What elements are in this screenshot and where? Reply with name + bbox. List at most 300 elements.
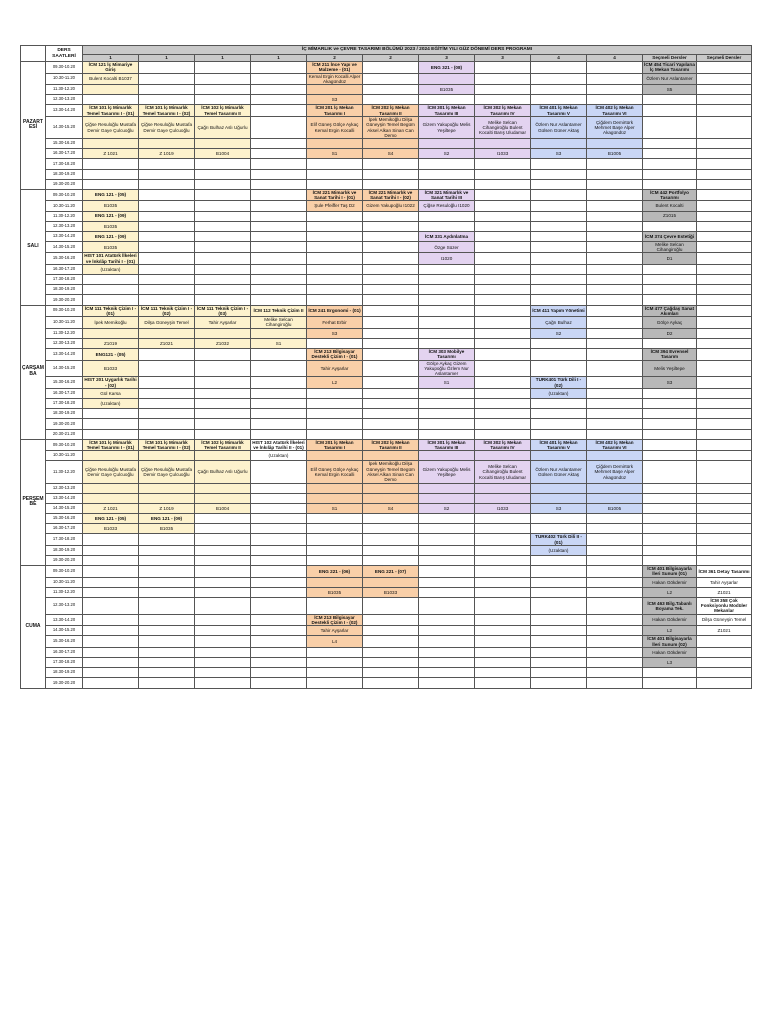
schedule-cell: İCM 374 Çevre Estetiği bbox=[643, 231, 697, 241]
schedule-cell bbox=[697, 648, 752, 658]
schedule-cell bbox=[587, 648, 643, 658]
schedule-cell bbox=[531, 626, 587, 636]
schedule-cell: İCM 358 Çok Fonksiyonlu Modüler Mekanlar bbox=[697, 597, 752, 614]
schedule-cell bbox=[643, 409, 697, 419]
time-row bbox=[21, 221, 752, 231]
schedule-cell bbox=[587, 597, 643, 614]
schedule-cell bbox=[531, 169, 587, 179]
schedule-cell bbox=[363, 626, 419, 636]
schedule-cell: (Uzaktan) bbox=[251, 451, 307, 461]
schedule-cell bbox=[195, 159, 251, 169]
schedule-cell: (Uzaktan) bbox=[531, 545, 587, 555]
time-slot: 11.30-12.20 bbox=[46, 461, 83, 483]
schedule-cell bbox=[251, 555, 307, 565]
schedule-cell: B1035 bbox=[139, 524, 195, 534]
schedule-cell: Hakan Gökdemir bbox=[643, 614, 697, 626]
schedule-cell: ENG 121 - (09) bbox=[83, 211, 139, 221]
schedule-cell: Z1015 bbox=[643, 211, 697, 221]
schedule-cell bbox=[363, 328, 419, 338]
schedule-cell bbox=[251, 73, 307, 85]
schedule-cell bbox=[531, 159, 587, 169]
schedule-cell bbox=[419, 409, 475, 419]
schedule-cell bbox=[643, 116, 697, 138]
schedule-cell: Z1021 bbox=[697, 587, 752, 597]
schedule-cell: Z1032 bbox=[195, 338, 251, 348]
schedule-cell bbox=[587, 295, 643, 305]
schedule-cell: I1020 bbox=[419, 253, 475, 265]
schedule-cell bbox=[697, 116, 752, 138]
time-slot: 10.30-11.20 bbox=[46, 451, 83, 461]
schedule-cell bbox=[363, 409, 419, 419]
day-label: SALI bbox=[21, 189, 46, 305]
schedule-cell bbox=[139, 597, 195, 614]
schedule-cell bbox=[419, 265, 475, 275]
schedule-cell bbox=[139, 73, 195, 85]
schedule-cell: Z1019 bbox=[83, 338, 139, 348]
schedule-cell: İCM 303 Mobilye Tasarımı bbox=[419, 349, 475, 361]
time-slot: 11.30-12.20 bbox=[46, 587, 83, 597]
time-slot: 13.30-14.20 bbox=[46, 349, 83, 361]
schedule-cell bbox=[475, 62, 531, 74]
schedule-cell bbox=[587, 159, 643, 169]
schedule-cell: Gizem Yakupoğlu Melis Yeşiltepe bbox=[419, 461, 475, 483]
schedule-cell bbox=[697, 265, 752, 275]
schedule-cell bbox=[195, 285, 251, 295]
schedule-cell: İCM 302 İç Mekan Tasarımı IV bbox=[475, 439, 531, 451]
time-slot: 17.30-18.20 bbox=[46, 658, 83, 668]
schedule-cell bbox=[139, 179, 195, 189]
schedule-cell bbox=[587, 211, 643, 221]
time-row bbox=[21, 95, 752, 105]
schedule-cell: L2 bbox=[643, 587, 697, 597]
time-row bbox=[21, 116, 752, 138]
schedule-cell: L3 bbox=[643, 658, 697, 668]
schedule-cell: S3 bbox=[307, 95, 363, 105]
time-row bbox=[21, 545, 752, 555]
schedule-cell bbox=[195, 658, 251, 668]
time-slot: 15.30-16.20 bbox=[46, 253, 83, 265]
time-row bbox=[21, 253, 752, 265]
schedule-cell bbox=[697, 221, 752, 231]
schedule-cell bbox=[587, 388, 643, 398]
schedule-cell bbox=[531, 399, 587, 409]
schedule-cell: S4 bbox=[363, 503, 419, 513]
schedule-cell bbox=[643, 419, 697, 429]
schedule-cell bbox=[475, 409, 531, 419]
time-row bbox=[21, 169, 752, 179]
schedule-cell bbox=[307, 388, 363, 398]
schedule-cell: Özge Süzer bbox=[419, 241, 475, 253]
schedule-cell: Z 1019 bbox=[139, 149, 195, 159]
schedule-cell bbox=[643, 493, 697, 503]
time-row bbox=[21, 189, 752, 201]
schedule-cell bbox=[419, 305, 475, 317]
schedule-cell bbox=[195, 211, 251, 221]
time-row bbox=[21, 179, 752, 189]
schedule-cell bbox=[475, 597, 531, 614]
schedule-cell: B1005 bbox=[587, 503, 643, 513]
time-slot: 15.30-16.20 bbox=[46, 636, 83, 648]
schedule-cell: ENG 121 - (09) bbox=[139, 513, 195, 523]
schedule-cell bbox=[587, 534, 643, 546]
schedule-cell bbox=[307, 85, 363, 95]
time-slot: 18.30-19.20 bbox=[46, 668, 83, 678]
schedule-cell: L2 bbox=[643, 626, 697, 636]
schedule-cell bbox=[419, 429, 475, 439]
schedule-cell bbox=[419, 295, 475, 305]
schedule-cell bbox=[475, 73, 531, 85]
schedule-cell: Çiğdem Demirtürk Mehmet Başe Alper Akagündüz bbox=[587, 461, 643, 483]
schedule-cell: İCM 213 Bilgisayar Destekli Çizim I - (01) bbox=[307, 349, 363, 361]
time-slot: 16.30-17.20 bbox=[46, 388, 83, 398]
schedule-cell bbox=[251, 419, 307, 429]
schedule-cell bbox=[139, 159, 195, 169]
schedule-cell: İCM 202 İç Mekan Tasarımı II bbox=[363, 105, 419, 117]
schedule-cell bbox=[419, 626, 475, 636]
schedule-cell bbox=[251, 221, 307, 231]
schedule-cell: S1 bbox=[307, 503, 363, 513]
schedule-cell bbox=[697, 360, 752, 377]
schedule-cell bbox=[475, 338, 531, 348]
schedule-cell bbox=[587, 317, 643, 329]
schedule-cell bbox=[475, 231, 531, 241]
schedule-cell bbox=[195, 388, 251, 398]
schedule-cell: ENG 121 - (05) bbox=[83, 189, 139, 201]
schedule-cell bbox=[363, 388, 419, 398]
schedule-cell bbox=[251, 159, 307, 169]
schedule-cell bbox=[195, 139, 251, 149]
schedule-cell bbox=[475, 524, 531, 534]
schedule-cell bbox=[587, 62, 643, 74]
time-slot: 10.30-11.20 bbox=[46, 317, 83, 329]
schedule-cell bbox=[587, 545, 643, 555]
schedule-cell bbox=[251, 62, 307, 74]
schedule-cell bbox=[419, 275, 475, 285]
schedule-cell bbox=[363, 265, 419, 275]
year-column-header: 2 bbox=[363, 55, 419, 62]
schedule-cell bbox=[251, 409, 307, 419]
schedule-cell bbox=[419, 545, 475, 555]
schedule-cell: Z 1019 bbox=[139, 503, 195, 513]
schedule-cell bbox=[251, 241, 307, 253]
time-slot: 09.30-10.20 bbox=[46, 439, 83, 451]
schedule-cell: B1004 bbox=[195, 503, 251, 513]
schedule-cell bbox=[697, 241, 752, 253]
schedule-cell: Çiğse Resuloğlu Mustafa Demir Gaye Çulcuoğlu bbox=[83, 461, 139, 483]
schedule-cell: B1033 bbox=[363, 587, 419, 597]
schedule-cell bbox=[139, 211, 195, 221]
day-label: PAZARTESİ bbox=[21, 62, 46, 190]
schedule-cell bbox=[363, 159, 419, 169]
schedule-cell bbox=[531, 253, 587, 265]
schedule-cell bbox=[587, 626, 643, 636]
schedule-cell bbox=[195, 626, 251, 636]
schedule-cell: Z 1021 bbox=[83, 149, 139, 159]
schedule-cell bbox=[363, 614, 419, 626]
schedule-cell bbox=[139, 253, 195, 265]
schedule-cell bbox=[307, 668, 363, 678]
schedule-cell bbox=[139, 614, 195, 626]
schedule-cell bbox=[587, 524, 643, 534]
schedule-cell: ENG 221 - (06) bbox=[307, 566, 363, 578]
schedule-cell bbox=[643, 439, 697, 451]
time-slot: 09.30-10.20 bbox=[46, 62, 83, 74]
schedule-cell bbox=[697, 399, 752, 409]
schedule-cell bbox=[475, 668, 531, 678]
time-slot: 18.30-19.20 bbox=[46, 285, 83, 295]
time-slot: 11.30-12.20 bbox=[46, 85, 83, 95]
time-slot: 09.30-10.20 bbox=[46, 566, 83, 578]
schedule-cell bbox=[363, 451, 419, 461]
schedule-cell bbox=[139, 295, 195, 305]
schedule-cell bbox=[139, 360, 195, 377]
schedule-cell bbox=[251, 493, 307, 503]
time-row bbox=[21, 399, 752, 409]
time-slot: 20.30-21.20 bbox=[46, 429, 83, 439]
time-slot: 13.30-14.20 bbox=[46, 231, 83, 241]
time-row bbox=[21, 513, 752, 523]
schedule-cell bbox=[139, 409, 195, 419]
schedule-cell: İCM 112 Teknik Çizim II bbox=[251, 305, 307, 317]
year-column-header: 1 bbox=[139, 55, 195, 62]
time-row bbox=[21, 241, 752, 253]
schedule-cell: Özlem Nur Aslantamer bbox=[643, 73, 697, 85]
schedule-cell bbox=[475, 626, 531, 636]
schedule-cell: B1035 bbox=[83, 241, 139, 253]
schedule-cell bbox=[475, 360, 531, 377]
schedule-cell bbox=[83, 419, 139, 429]
schedule-cell: ENG 121 - (05) bbox=[83, 513, 139, 523]
time-row bbox=[21, 360, 752, 377]
schedule-cell bbox=[195, 668, 251, 678]
schedule-cell bbox=[697, 275, 752, 285]
schedule-cell bbox=[419, 419, 475, 429]
schedule-cell bbox=[531, 211, 587, 221]
schedule-cell: S1 bbox=[251, 338, 307, 348]
schedule-cell bbox=[531, 265, 587, 275]
time-row bbox=[21, 285, 752, 295]
time-slot: 13.30-14.20 bbox=[46, 105, 83, 117]
year-column-header: 1 bbox=[195, 55, 251, 62]
schedule-cell bbox=[475, 429, 531, 439]
time-slot: 10.30-11.20 bbox=[46, 577, 83, 587]
schedule-cell: B1035 bbox=[307, 587, 363, 597]
schedule-cell bbox=[307, 231, 363, 241]
schedule-cell bbox=[251, 265, 307, 275]
schedule-cell bbox=[139, 231, 195, 241]
schedule-cell bbox=[475, 566, 531, 578]
schedule-cell bbox=[195, 678, 251, 688]
schedule-cell bbox=[697, 503, 752, 513]
time-row bbox=[21, 149, 752, 159]
ders-saatleri-header: DERS SAATLERİ bbox=[46, 46, 83, 62]
schedule-cell bbox=[251, 211, 307, 221]
year-column-header: 3 bbox=[475, 55, 531, 62]
schedule-cell bbox=[419, 555, 475, 565]
schedule-cell bbox=[83, 139, 139, 149]
schedule-cell bbox=[587, 253, 643, 265]
schedule-cell: İCM 454 Ticari Yapılarıa İç Mekan Tasarımı bbox=[644, 62, 695, 73]
schedule-cell: Dilşa Güneyşin Temel bbox=[139, 317, 195, 329]
schedule-cell bbox=[643, 388, 697, 398]
schedule-cell bbox=[307, 169, 363, 179]
schedule-cell bbox=[697, 678, 752, 688]
schedule-cell: Hakan Gökdemir bbox=[643, 577, 697, 587]
schedule-cell bbox=[531, 62, 587, 74]
schedule-cell: İCM 401 Bilgisayarla İleri Sunum (01) bbox=[643, 566, 697, 578]
time-slot: 16.30-17.20 bbox=[46, 265, 83, 275]
schedule-cell bbox=[251, 105, 307, 117]
schedule-cell bbox=[139, 275, 195, 285]
schedule-cell bbox=[587, 179, 643, 189]
schedule-cell bbox=[531, 597, 587, 614]
schedule-cell bbox=[251, 231, 307, 241]
schedule-cell: Z 1021 bbox=[83, 503, 139, 513]
schedule-cell bbox=[643, 678, 697, 688]
schedule-cell: Bulent Kocalti B1037 bbox=[83, 73, 139, 85]
schedule-cell bbox=[531, 513, 587, 523]
schedule-cell bbox=[531, 429, 587, 439]
schedule-cell: Çiğse Resuloğlu I1020 bbox=[419, 201, 475, 211]
time-row bbox=[21, 577, 752, 587]
schedule-cell: I1033 bbox=[475, 149, 531, 159]
schedule-cell bbox=[195, 265, 251, 275]
schedule-cell: İCM 361 Detay Tasarımı bbox=[697, 566, 752, 578]
schedule-cell bbox=[531, 349, 587, 361]
schedule-cell bbox=[419, 614, 475, 626]
schedule-cell bbox=[363, 483, 419, 493]
time-row bbox=[21, 388, 752, 398]
schedule-cell bbox=[697, 439, 752, 451]
time-slot: 13.30-14.20 bbox=[46, 614, 83, 626]
schedule-cell bbox=[531, 95, 587, 105]
schedule-cell: L2 bbox=[307, 377, 363, 389]
schedule-cell bbox=[307, 179, 363, 189]
schedule-cell bbox=[139, 429, 195, 439]
schedule-cell: Çiğse Resuloğlu Mustafa Demir Gaye Çulcuoğlu bbox=[83, 116, 139, 138]
year-column-header: 1 bbox=[251, 55, 307, 62]
time-slot: 14.30-15.20 bbox=[46, 116, 83, 138]
schedule-cell bbox=[419, 328, 475, 338]
schedule-cell bbox=[195, 483, 251, 493]
schedule-cell bbox=[531, 73, 587, 85]
time-slot: 12.30-13.20 bbox=[46, 95, 83, 105]
schedule-cell bbox=[531, 614, 587, 626]
schedule-cell bbox=[195, 231, 251, 241]
schedule-cell: Tahir Ayşarlar bbox=[307, 626, 363, 636]
schedule-cell: İCM 321 Mimarlık ve Sanat Tarihi III bbox=[419, 189, 475, 201]
schedule-cell bbox=[139, 678, 195, 688]
schedule-cell bbox=[363, 295, 419, 305]
schedule-cell bbox=[363, 545, 419, 555]
time-slot: 12.30-13.20 bbox=[46, 483, 83, 493]
schedule-cell bbox=[643, 295, 697, 305]
schedule-cell bbox=[697, 545, 752, 555]
schedule-cell bbox=[475, 534, 531, 546]
schedule-cell bbox=[531, 493, 587, 503]
schedule-cell: ENG 221 - (07) bbox=[363, 566, 419, 578]
schedule-cell: Elif Güneş Gölçe Aykaç Kemal Ergin Kocalli bbox=[307, 116, 363, 138]
schedule-cell: İCM 394 Evrensel Tasarım bbox=[643, 349, 697, 361]
schedule-cell bbox=[643, 429, 697, 439]
schedule-cell: Ferhat Erbir bbox=[307, 317, 363, 329]
schedule-cell bbox=[531, 451, 587, 461]
schedule-cell bbox=[697, 419, 752, 429]
schedule-cell bbox=[587, 241, 643, 253]
schedule-cell bbox=[697, 658, 752, 668]
schedule-cell bbox=[475, 419, 531, 429]
time-row bbox=[21, 636, 752, 648]
schedule-cell bbox=[195, 85, 251, 95]
schedule-cell: HIST 102 Atatürk İlkeleri ve İnkılâp Tarihi II - (01) bbox=[252, 439, 305, 450]
schedule-cell: TURK402 Türk Dili II - (01) bbox=[531, 534, 587, 546]
schedule-cell bbox=[697, 253, 752, 265]
schedule-cell: Elif Güneş Gölçe Aykaç Kemal Ergin Kocalli bbox=[307, 461, 363, 483]
schedule-cell bbox=[531, 285, 587, 295]
time-slot: 09.30-10.20 bbox=[46, 189, 83, 201]
schedule-cell: Gizem Yakupoğlu Melis Yeşiltepe bbox=[419, 116, 475, 138]
schedule-cell bbox=[139, 566, 195, 578]
schedule-cell bbox=[419, 285, 475, 295]
schedule-cell: Çiğdem Demirtürk Mehmet Başe Alper Akagündüz bbox=[587, 116, 643, 138]
schedule-cell bbox=[139, 169, 195, 179]
schedule-cell bbox=[697, 139, 752, 149]
schedule-cell bbox=[307, 545, 363, 555]
schedule-cell: İCM 111 Teknik Çizim I - (03) bbox=[195, 305, 251, 317]
schedule-cell bbox=[195, 221, 251, 231]
schedule-cell bbox=[139, 658, 195, 668]
schedule-cell bbox=[419, 451, 475, 461]
time-row bbox=[21, 265, 752, 275]
schedule-cell bbox=[643, 105, 697, 117]
schedule-cell bbox=[83, 678, 139, 688]
schedule-cell bbox=[83, 328, 139, 338]
schedule-cell bbox=[697, 338, 752, 348]
schedule-cell: B1004 bbox=[195, 149, 251, 159]
schedule-cell bbox=[195, 169, 251, 179]
schedule-cell bbox=[139, 626, 195, 636]
schedule-cell: Tahir Ayşarlar bbox=[195, 317, 251, 329]
schedule-cell: İpek Memikoğlu Dilşa Güneyşin Temel Begüm Aksel Alkan Sinan Can Demo bbox=[363, 461, 419, 483]
time-row bbox=[21, 305, 752, 317]
time-slot: 13.30-14.20 bbox=[46, 493, 83, 503]
schedule-cell bbox=[251, 349, 307, 361]
schedule-cell bbox=[531, 678, 587, 688]
schedule-cell bbox=[83, 668, 139, 678]
schedule-cell: Çiğse Resuloğlu Mustafa Demir Gaye Çulcuoğlu bbox=[139, 461, 195, 483]
schedule-cell bbox=[643, 159, 697, 169]
schedule-sheet bbox=[20, 45, 749, 689]
schedule-cell bbox=[531, 179, 587, 189]
schedule-cell bbox=[307, 534, 363, 546]
schedule-cell bbox=[475, 636, 531, 648]
time-row bbox=[21, 614, 752, 626]
schedule-cell bbox=[195, 349, 251, 361]
schedule-cell bbox=[587, 338, 643, 348]
schedule-cell bbox=[531, 241, 587, 253]
schedule-cell: S5 bbox=[643, 85, 697, 95]
schedule-cell bbox=[251, 636, 307, 648]
corner-cell bbox=[21, 46, 46, 62]
schedule-cell bbox=[83, 409, 139, 419]
time-row bbox=[21, 587, 752, 597]
schedule-cell bbox=[251, 253, 307, 265]
schedule-cell bbox=[139, 95, 195, 105]
schedule-cell bbox=[195, 253, 251, 265]
schedule-cell bbox=[363, 597, 419, 614]
schedule-cell: İCM 331 Aydınlatma bbox=[419, 231, 475, 241]
schedule-cell bbox=[697, 295, 752, 305]
